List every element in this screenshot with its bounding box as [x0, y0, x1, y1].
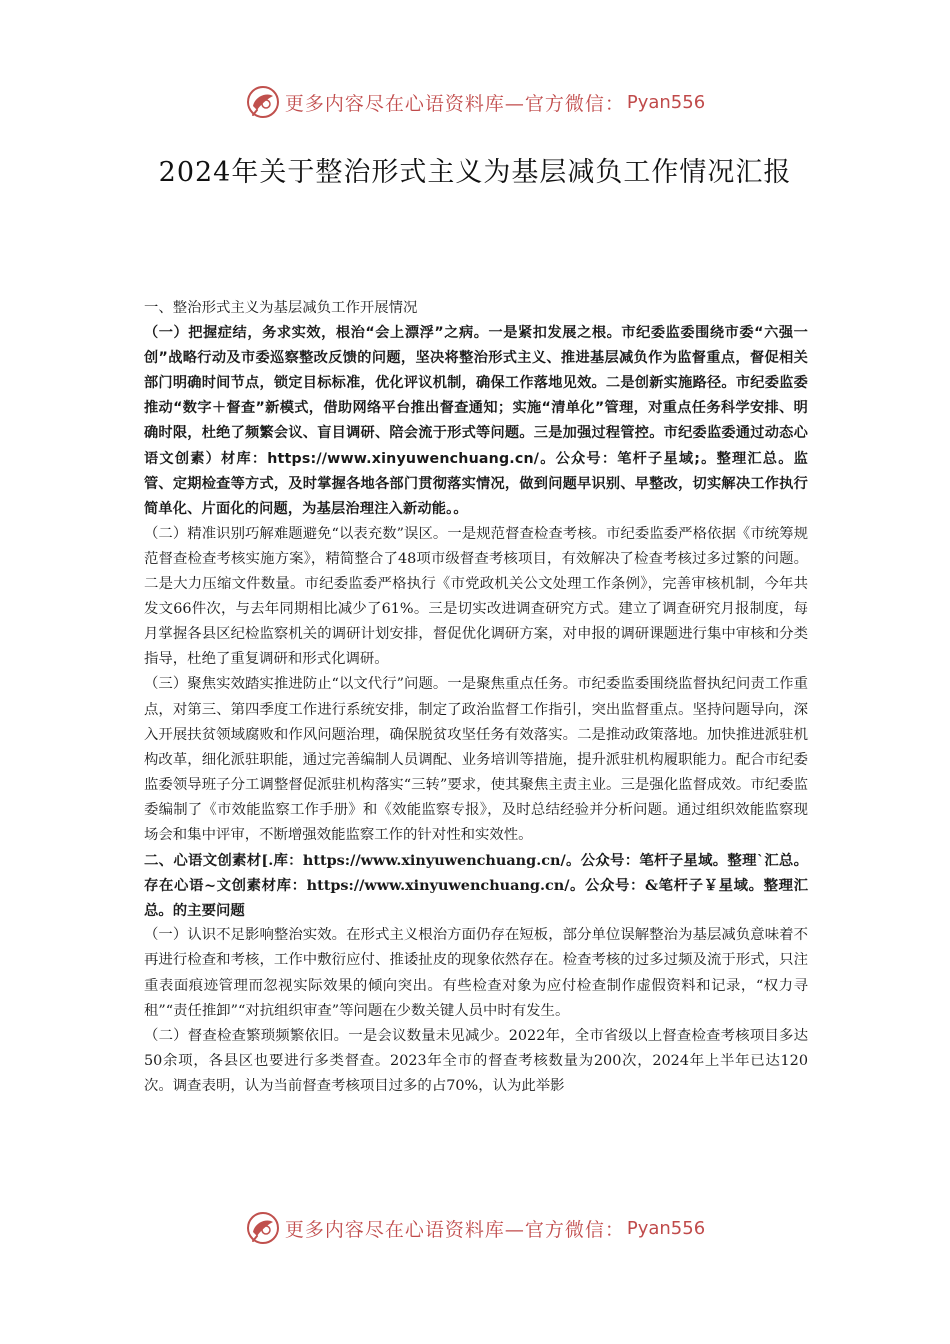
document-title: 2024年关于整治形式主义为基层减负工作情况汇报 — [158, 157, 792, 188]
banner-text: 更多内容尽在心语资料库—官方微信： — [284, 92, 625, 115]
banner-wechat-id: Pyan556 — [626, 1217, 706, 1239]
banner-wechat-id: Pyan556 — [626, 91, 706, 113]
header-banner — [0, 82, 950, 122]
paragraph-1: （一）把握症结，务求实效，根治“会上漂浮”之病。一是紧扣发展之根。市纪委监委围绕市委“六强一创”战略行动及市委巡察整改反馈的问题，坚决将整治形式主义、推进基层减负作为监督重点，督促相关部门明确时间节点，锁定目标标准，优化评议机制，确保工作落地见效。二是创新实施路径。市纪委监委推动“数字＋督查”新模式，借助网络平台推出督查通知；实施“清单化”管理，对重点任务科学安排、明确时限，杜绝了频繁会议、盲目调研、陪会流于形式等问题。三是加强过程管控。市纪委监委通过动态心语文创素）材库：https://www.xinyuwenchuang.cn/。公众号：笔杆子星域;。整理汇总。监管、定期检查等方式，及时掌握各地各部门贯彻落实情况，做到问题早识别、早整改，切实解决工作执行简单化、片面化的问题，为基层治理注入新动能。。 — [144, 325, 808, 517]
brain-quill-logo-icon — [245, 1210, 281, 1246]
document-body — [144, 296, 808, 1099]
footer-banner — [0, 1208, 950, 1248]
banner-text: 更多内容尽在心语资料库—官方微信： — [284, 1218, 625, 1241]
paragraph-5: （二）督查检查繁琐频繁依旧。一是会议数量未见减少。2022年，全市省级以上督查检查考核项目多达50余项，各县区也要进行多类督查。2023年全市的督查考核数量为200次，2024年上半年已达120次。调查表明，认为当前督查考核项目过多的占70%，认为此举影 — [144, 1027, 808, 1094]
paragraph-3: （三）聚焦实效踏实推进防止“以文代行”问题。一是聚焦重点任务。市纪委监委围绕监督执纪问责工作重点，对第三、第四季度工作进行系统安排，制定了政治监督工作指引，突出监督重点。坚持问题导向，深入开展扶贫领域腐败和作风问题治理，确保脱贫攻坚任务有效落实。二是推动政策落地。加快推进派驻机构改革，细化派驻职能，通过完善编制人员调配、业务培训等措施，提升派驻机构履职能力。配合市纪委监委领导班子分工调整督促派驻机构落实“三转”要求，使其聚焦主责主业。三是强化监督成效。市纪委监委编制了《市效能监察工作手册》和《效能监察专报》，及时总结经验并分析问题。通过组织效能监察现场会和集中评审，不断增强效能监察工作的针对性和实效性。 — [144, 676, 808, 843]
paragraph-2: （二）精准识别巧解难题避免“以表充数”误区。一是规范督查检查考核。市纪委监委严格依据《市统筹规范督查检查考核实施方案》，精简整合了48项市级督查考核项目，有效解决了检查考核过多过繁的问题。二是大力压缩文件数量。市纪委监委严格执行《市党政机关公文处理工作条例》，完善审核机制，今年共发文66件次，与去年同期相比减少了61%。三是切实改进调查研究方式。建立了调查研究月报制度，每月掌握各县区纪检监察机关的调研计划安排，督促优化调研方案，对申报的调研课题进行集中审核和分类指导，杜绝了重复调研和形式化调研。 — [144, 525, 808, 668]
paragraph-4: （一）认识不足影响整治实效。在形式主义根治方面仍存在短板，部分单位误解整治为基层减负意味着不再进行检查和考核，工作中敷衍应付、推诿扯皮的现象依然存在。检查考核的过多过频及流于形式，只注重表面痕迹管理而忽视实际效果的倾向突出。有些检查对象为应付检查制作虚假资料和记录，“权力寻租”“责任推卸”“对抗组织审查”等问题在少数关键人员中时有发生。 — [144, 927, 808, 1019]
brain-quill-logo-icon — [245, 84, 281, 120]
section-heading-1: 一、整治形式主义为基层减负工作开展情况 — [144, 300, 418, 316]
section-heading-2: 二、心语文创素材[.库：https://www.xinyuwenchuang.cn/。公众号：笔杆子星域。整理`汇总。存在心语~文创素材库：https://www.xinyuwenchuang.cn/。公众号：&笔杆子￥星域。整理汇总。的主要问题 — [144, 852, 808, 920]
